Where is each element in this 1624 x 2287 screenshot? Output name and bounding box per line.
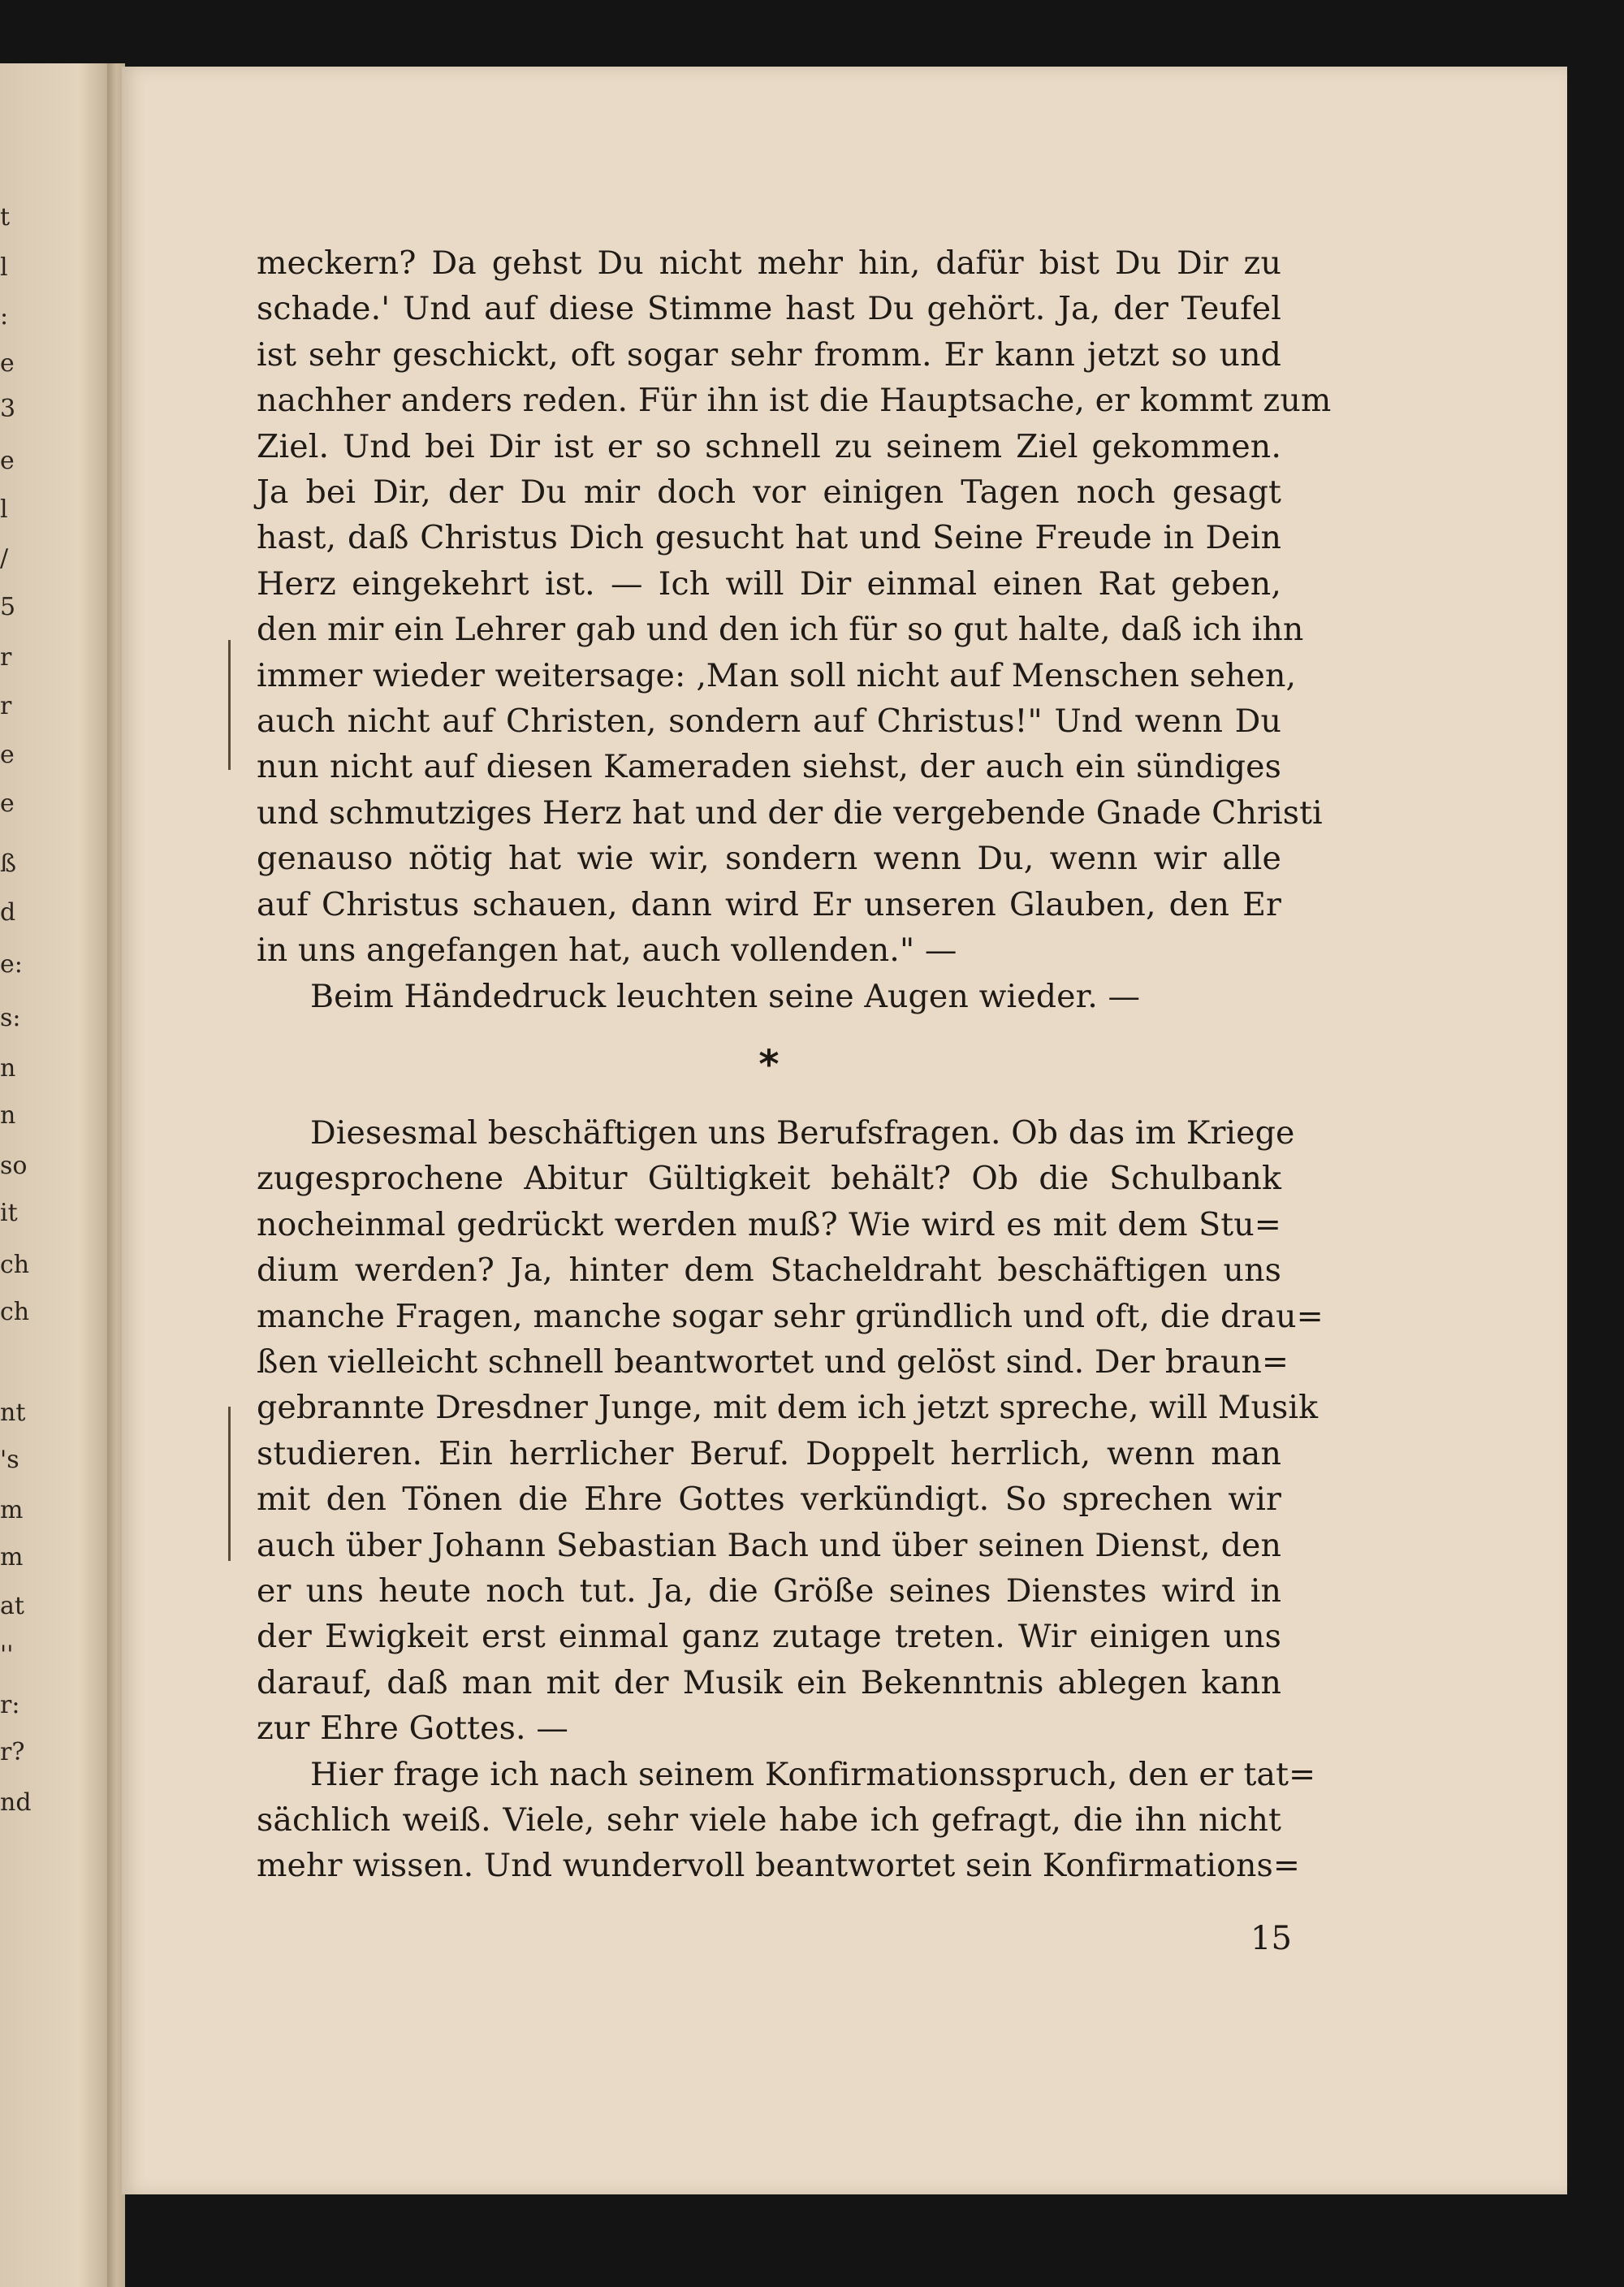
left-page-fragment: r?: [0, 1738, 25, 1766]
text-line: nachher anders reden. Für ihn ist die Hauptsache, er kommt zum: [257, 382, 1332, 420]
paragraph-3: [257, 1110, 1324, 1752]
text-line: in uns angefangen hat, auch vollenden." —: [257, 932, 957, 970]
left-page-fragment: l: [0, 253, 8, 282]
text-line: der Ewigkeit erst einmal ganz zutage treten. Wir einigen uns: [257, 1618, 1281, 1656]
margin-pencil-line: [228, 640, 231, 770]
text-line: zur Ehre Gottes. —: [257, 1710, 568, 1748]
left-page-fragment: t: [0, 203, 11, 231]
left-page-fragment: at: [0, 1592, 24, 1620]
text-line: auch über Johann Sebastian Bach und über seinen Dienst, den: [257, 1526, 1281, 1564]
left-page-fragment: d: [0, 898, 16, 927]
left-page-fragment: r: [0, 643, 12, 672]
left-page-fragment: /: [0, 544, 9, 573]
text-line: dium werden? Ja, hinter dem Stacheldraht beschäftigen uns: [257, 1252, 1281, 1290]
text-line: darauf, daß man mit der Musik ein Bekenntnis ablegen kann: [257, 1663, 1281, 1701]
left-page-fragment: n: [0, 1101, 16, 1130]
left-page-fragment: 's: [0, 1446, 19, 1474]
paragraph-4: [257, 1752, 1316, 1889]
text-line: auf Christus schauen, dann wird Er unseren Glauben, den Er: [257, 885, 1281, 923]
text-line: manche Fragen, manche sogar sehr gründlich und oft, die drau=: [257, 1297, 1324, 1335]
left-page-fragment: e: [0, 349, 15, 378]
left-page-fragment: :: [0, 302, 9, 331]
left-page-edge: [0, 63, 112, 2287]
text-line: Ja bei Dir, der Du mir doch vor einigen Tagen noch gesagt: [257, 473, 1281, 512]
text-line: hast, daß Christus Dich gesucht hat und Seine Freude in Dein: [257, 519, 1281, 557]
margin-pencil-line: [228, 1407, 231, 1561]
text-line: mit den Tönen die Ehre Gottes verkündigt. So sprechen wir: [257, 1481, 1281, 1519]
left-page-fragment: e: [0, 447, 15, 475]
left-page-fragment: 3: [0, 395, 16, 423]
left-page-fragment: '': [0, 1641, 14, 1669]
text-line: gebrannte Dresdner Junge, mit dem ich jetzt spreche, will Musik: [257, 1389, 1319, 1427]
text-line: sächlich weiß. Viele, sehr viele habe ich gefragt, die ihn nicht: [257, 1801, 1281, 1839]
text-line: Diesesmal beschäftigen uns Berufsfragen. Ob das im Kriege: [310, 1113, 1295, 1152]
left-page-fragment: so: [0, 1152, 28, 1180]
left-page-fragment: r: [0, 692, 12, 720]
left-page-fragment: ch: [0, 1251, 30, 1279]
left-page-fragment: ch: [0, 1298, 30, 1326]
text-line: nocheinmal gedrückt werden muß? Wie wird es mit dem Stu=: [257, 1205, 1281, 1243]
page-text: [257, 240, 1332, 1889]
text-line: genauso nötig hat wie wir, sondern wenn Du, wenn wir alle: [257, 840, 1281, 878]
text-line: mehr wissen. Und wundervoll beantwortet sein Konfirmations=: [257, 1847, 1301, 1885]
left-page-fragment: r:: [0, 1691, 20, 1719]
text-line: studieren. Ein herrlicher Beruf. Doppelt herrlich, wenn man: [257, 1434, 1281, 1472]
paragraph-2: Beim Händedruck leuchten seine Augen wieder. —: [310, 977, 1141, 1015]
left-page-fragment: it: [0, 1199, 18, 1227]
text-line: Herz eingekehrt ist. — Ich will Dir einmal einen Rat geben,: [257, 564, 1281, 603]
text-line: ßen vielleicht schnell beantwortet und gelöst sind. Der braun=: [257, 1342, 1289, 1381]
left-page-fragment: m: [0, 1543, 24, 1572]
text-line: und schmutziges Herz hat und der die vergebende Gnade Christi: [257, 793, 1323, 832]
left-page-fragment: s:: [0, 1004, 21, 1032]
left-page-fragment: ß: [0, 850, 17, 878]
text-line: nun nicht auf diesen Kameraden siehst, der auch ein sündiges: [257, 748, 1281, 786]
text-line: Hier frage ich nach seinem Konfirmationsspruch, den er tat=: [310, 1755, 1316, 1793]
text-line: er uns heute noch tut. Ja, die Größe seines Dienstes wird in: [257, 1572, 1281, 1610]
left-page-fragment: nd: [0, 1788, 32, 1817]
left-page-fragment: 5: [0, 593, 16, 621]
text-line: schade.' Und auf diese Stimme hast Du gehört. Ja, der Teufel: [257, 290, 1281, 328]
text-line: zugesprochene Abitur Gültigkeit behält? Ob die Schulbank: [257, 1160, 1281, 1198]
text-line: ist sehr geschickt, oft sogar sehr fromm. Er kann jetzt so und: [257, 335, 1281, 374]
left-page-fragment: e:: [0, 950, 23, 979]
left-page-fragment: e: [0, 741, 15, 769]
text-line: den mir ein Lehrer gab und den ich für so gut halte, daß ich ihn: [257, 611, 1304, 649]
section-separator: *: [758, 1041, 780, 1087]
left-page-fragment: l: [0, 495, 8, 524]
left-page-fragment: nt: [0, 1399, 26, 1427]
page-number: 15: [1250, 1920, 1292, 1957]
left-page-fragment: e: [0, 789, 15, 818]
text-line: immer wieder weitersage: ‚Man soll nicht auf Menschen sehen,: [257, 656, 1297, 694]
left-page-fragment: n: [0, 1054, 16, 1083]
text-line: meckern? Da gehst Du nicht mehr hin, dafür bist Du Dir zu: [257, 244, 1281, 282]
text-line: auch nicht auf Christen, sondern auf Christus!" Und wenn Du: [257, 703, 1281, 741]
paragraph-1: [257, 240, 1332, 974]
text-line: Ziel. Und bei Dir ist er so schnell zu seinem Ziel gekommen.: [257, 427, 1281, 465]
left-page-fragment: m: [0, 1496, 24, 1524]
